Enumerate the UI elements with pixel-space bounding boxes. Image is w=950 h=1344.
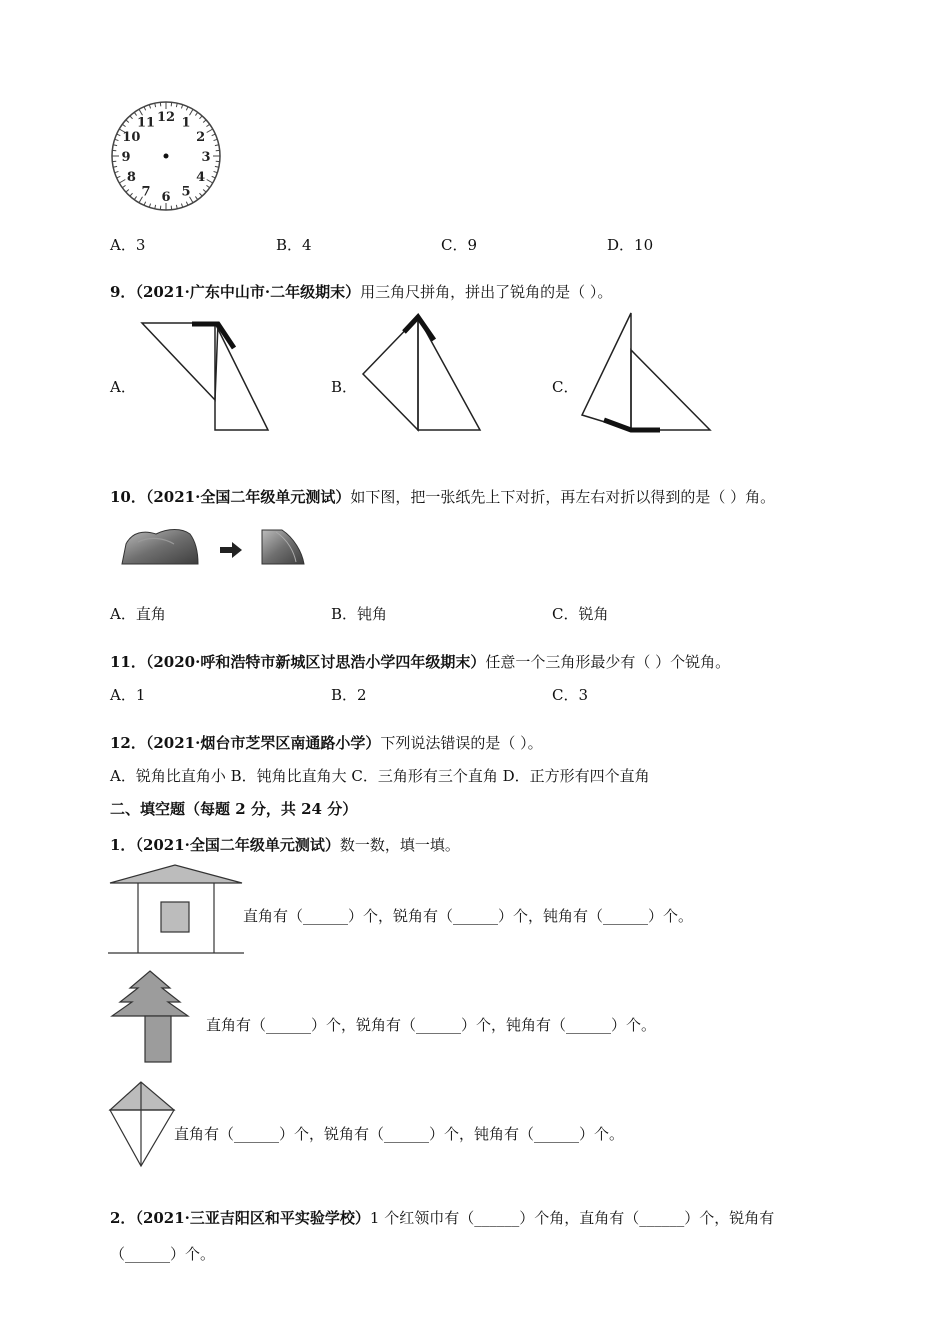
fill1-question	[110, 834, 460, 855]
clock-tick	[186, 107, 188, 111]
q11-text: 任意一个三角形最少有（ ）个锐角。	[485, 653, 731, 671]
clock-number: 4	[196, 170, 206, 185]
clock-tick	[149, 204, 150, 208]
clock-tick	[117, 134, 121, 136]
q10-option-c[interactable]: C．锐角	[552, 605, 609, 623]
clock-tick	[199, 116, 202, 119]
fill2-question	[110, 1207, 774, 1228]
fill2-number: 2．	[110, 1209, 136, 1227]
clock-number: 9	[121, 150, 131, 165]
q11-option-b[interactable]: B．2	[331, 686, 367, 704]
clock-number: 5	[181, 184, 191, 200]
clock-number: 1	[181, 115, 191, 131]
clock-tick	[122, 124, 125, 126]
clock-tick	[203, 189, 206, 192]
clock-tick	[144, 202, 146, 206]
clock-tick	[181, 204, 182, 208]
clock-number: 2	[196, 130, 206, 145]
q10-number: 10．	[110, 488, 146, 506]
clock-tick	[212, 134, 216, 136]
q10-option-b[interactable]: B．钝角	[331, 605, 388, 623]
q12-source: （2021·烟台市芝罘区南通路小学）	[145, 734, 381, 752]
clock-tick	[214, 139, 218, 140]
fill1-number: 1．	[110, 836, 136, 854]
q8-option-d[interactable]: D．10	[607, 236, 654, 254]
q9-option-b[interactable]: B．	[331, 378, 358, 396]
clock-tick	[144, 107, 146, 111]
clock-tick	[195, 196, 197, 199]
q11-source: （2020·呼和浩特市新城区讨思浩小学四年级期末）	[145, 653, 486, 671]
clock-tick	[117, 176, 121, 178]
clock-tick	[199, 193, 202, 196]
clock-tick	[207, 180, 213, 184]
q9-text: 用三角尺拼角，拼出了锐角的是（ ）。	[360, 283, 613, 301]
fill1-text: 数一数，填一填。	[339, 836, 460, 854]
clock-tick	[115, 171, 119, 172]
q12-number: 12．	[110, 734, 146, 752]
fill2-source: （2021·三亚吉阳区和平实验学校）	[135, 1209, 370, 1227]
section-heading-fill-in: 二、填空题（每题 2 分，共 24 分）	[110, 800, 358, 818]
clock-number: 7	[141, 184, 151, 200]
clock-number: 10	[122, 130, 141, 145]
q8-option-a[interactable]: A．3	[110, 236, 146, 254]
clock-number: 8	[126, 170, 136, 185]
clock-tick	[207, 129, 213, 133]
tree-figure	[108, 970, 193, 1065]
clock-tick	[126, 189, 129, 192]
q9-option-c[interactable]: C．	[552, 378, 579, 396]
q10-option-a[interactable]: A．直角	[110, 605, 166, 623]
clock-tick	[214, 171, 218, 172]
clock-tick	[186, 202, 188, 206]
clock-tick	[130, 116, 133, 119]
clock-number: 11	[136, 115, 156, 131]
clock-number: 3	[201, 150, 211, 165]
clock-tick	[134, 196, 136, 199]
q9-option-a[interactable]: A．	[110, 378, 136, 396]
q11-number: 11．	[110, 653, 146, 671]
clock-tick	[212, 176, 216, 178]
fill1-source: （2021·全国二年级单元测试）	[135, 836, 340, 854]
clock-tick	[122, 185, 125, 187]
clock-tick	[149, 105, 150, 109]
kite-figure	[108, 1080, 178, 1170]
clock-tick	[181, 105, 182, 109]
q10-source: （2021·全国二年级单元测试）	[145, 488, 351, 506]
q11-option-a[interactable]: A．1	[110, 686, 146, 704]
q10-text: 如下图，把一张纸先上下对折，再左右对折以得到的是（ ）角。	[350, 488, 776, 506]
fill2-text[interactable]: 1 个红领巾有（______）个角，直角有（______）个，锐角有	[369, 1209, 775, 1227]
q8-option-b[interactable]: B．4	[276, 236, 312, 254]
q9-figure-a	[140, 320, 275, 435]
q9-number: 9．	[110, 283, 136, 301]
q9-figure-b	[358, 312, 488, 434]
q9-figure-c	[578, 310, 716, 434]
q9-question	[110, 281, 612, 302]
q12-question	[110, 732, 543, 753]
fill1-kite-line[interactable]: 直角有（______）个，锐角有（______）个，钝角有（______）个。	[174, 1125, 625, 1143]
fill2-text-continued[interactable]: （______）个。	[110, 1245, 216, 1263]
clock-tick	[206, 185, 209, 187]
q12-text: 下列说法错误的是（ ）。	[380, 734, 543, 752]
clock-tick	[206, 124, 209, 126]
clock-tick	[119, 180, 125, 184]
house-figure	[108, 864, 246, 956]
q11-question	[110, 651, 730, 672]
clock-tick	[130, 193, 133, 196]
clock-figure	[110, 100, 225, 212]
q10-question	[110, 486, 775, 507]
q8-option-c[interactable]: C．9	[441, 236, 478, 254]
clock-tick	[203, 120, 206, 123]
clock-tick	[195, 112, 197, 115]
q10-folded-paper-figure	[118, 526, 308, 568]
q11-option-c[interactable]: C．3	[552, 686, 589, 704]
fill1-house-line[interactable]: 直角有（______）个，锐角有（______）个，钝角有（______）个。	[243, 907, 694, 925]
clock-number: 12	[156, 110, 176, 125]
clock-number: 6	[161, 190, 171, 205]
fill1-tree-line[interactable]: 直角有（______）个，锐角有（______）个，钝角有（______）个。	[206, 1016, 657, 1034]
clock-tick	[126, 120, 129, 123]
q9-source: （2021·广东中山市·二年级期末）	[135, 283, 361, 301]
clock-tick	[115, 139, 119, 140]
q12-options[interactable]: A．锐角比直角小 B．钝角比直角大 C．三角形有三个直角 D．正方形有四个直角	[110, 767, 650, 785]
